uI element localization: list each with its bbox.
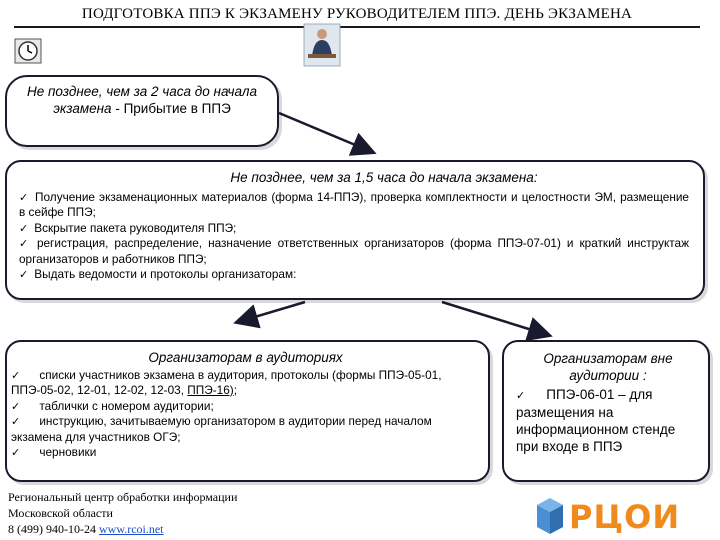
list-item: ✓ инструкцию, зачитываемую организатором в аудитории перед началом экзамена для участников ОГЭ; bbox=[11, 414, 432, 444]
arrow-step2-step4 bbox=[442, 302, 548, 335]
footer-org-line1: Региональный центр обработки информации bbox=[8, 490, 238, 504]
checkmark-icon: ✓ bbox=[19, 221, 29, 235]
checkmark-icon: ✓ bbox=[11, 368, 21, 382]
step-classroom-organizers-box bbox=[5, 340, 490, 482]
list-item: ✓ таблички с номером аудитории; bbox=[11, 398, 214, 413]
form-link[interactable]: ППЭ-16) bbox=[187, 383, 234, 397]
list-item: ✓ черновики bbox=[11, 445, 97, 459]
list-item: ✓ Выдать ведомости и протоколы организаторам: bbox=[19, 267, 297, 281]
person-at-desk-icon bbox=[302, 20, 342, 68]
list-item: ✓ списки участников экзамена в аудитория, протоколы (формы ППЭ-05-01, ППЭ-05-02, 12-01, 12-02, 12-03, ППЭ-16); bbox=[11, 367, 442, 397]
footer-phone-line bbox=[8, 521, 237, 537]
list-item: ✓ ППЭ-06-01 – для размещения на информационном стенде при входе в ППЭ bbox=[516, 387, 676, 454]
list-item: ✓ регистрация, распределение, назначение ответственных организаторов (форма ППЭ-07-01) и краткий инструктаж организаторов и работников ППЭ; bbox=[19, 236, 689, 266]
arrow-step1-step2 bbox=[279, 113, 372, 152]
header bbox=[14, 0, 700, 28]
checkmark-icon: ✓ bbox=[11, 399, 21, 413]
footer-org-line2: Московской области bbox=[8, 506, 113, 520]
arrow-step2-step3 bbox=[238, 302, 305, 322]
list-item: ✓ Вскрытие пакета руководителя ППЭ; bbox=[19, 220, 237, 235]
checkmark-icon: ✓ bbox=[516, 389, 526, 402]
checkmark-icon: ✓ bbox=[19, 268, 29, 281]
step-materials-box bbox=[5, 160, 705, 300]
step-outside-organizers-box bbox=[502, 340, 710, 482]
checkmark-icon: ✓ bbox=[11, 446, 21, 459]
checkmark-icon: ✓ bbox=[19, 190, 30, 204]
logo-text: РЦОИ bbox=[569, 498, 681, 536]
clock-icon bbox=[14, 38, 42, 64]
checkmark-icon: ✓ bbox=[19, 237, 31, 250]
step-materials-heading: Не позднее, чем за 1,5 часа до начала экзамена: bbox=[230, 170, 538, 185]
step-arrival-box bbox=[5, 75, 279, 147]
step-arrival-deadline: Не позднее, чем за 2 часа до начала экзамена bbox=[26, 84, 258, 116]
cube-logo-icon bbox=[535, 496, 565, 536]
rcoi-logo bbox=[535, 496, 705, 536]
footer-phone: 8 (499) 940-10-24 bbox=[8, 522, 99, 536]
step-arrival-text: - Прибытие в ППЭ bbox=[111, 101, 231, 116]
list-item: ✓ Получение экзаменационных материалов (форма 14-ППЭ), проверка комплектности и целостности ЭМ, размещение в сейфе ППЭ; bbox=[19, 189, 689, 219]
page-title: ПОДГОТОВКА ППЭ К ЭКЗАМЕНУ РУКОВОДИТЕЛЕМ ППЭ. ДЕНЬ ЭКЗАМЕНА bbox=[81, 6, 633, 22]
footer-website-link[interactable]: www.rcoi.net bbox=[98, 522, 164, 536]
step-classroom-heading: Организаторам в аудиториях bbox=[148, 350, 343, 365]
footer-contacts bbox=[8, 489, 237, 537]
step-outside-heading: Организаторам вне аудитории : bbox=[543, 351, 673, 383]
checkmark-icon: ✓ bbox=[11, 415, 21, 428]
